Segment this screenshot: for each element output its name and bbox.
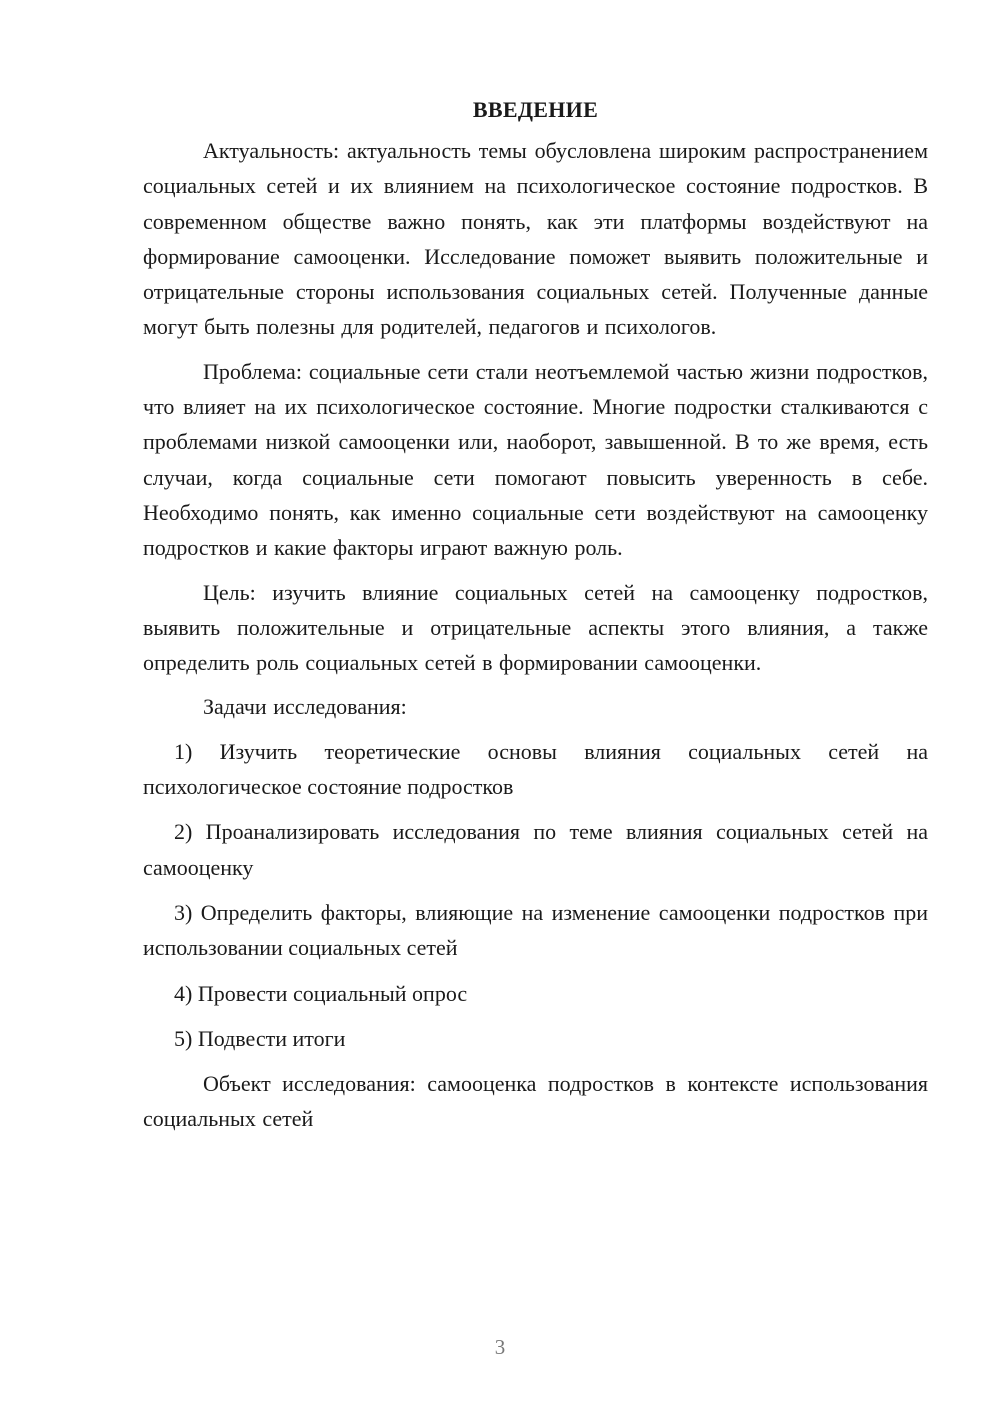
- page-content: [143, 92, 928, 1146]
- relevance-paragraph: Актуальность: актуальность темы обусловлена широким распространением социальных сетей и их влиянием на психологическое состояние подростков. В современном обществе важно понять, как эти платформы воздействуют на формирование самооценки. Исследование поможет выявить положительные и отрицательные стороны использования социальных сетей. Полученные данные могут быть полезны для родителей, педагогов и психологов.: [143, 138, 928, 340]
- task-item-5: 5) Подвести итоги: [174, 1025, 346, 1051]
- page-number: 3: [494, 1335, 506, 1359]
- page-title: ВВЕДЕНИЕ: [472, 97, 599, 122]
- goal-paragraph: Цель: изучить влияние социальных сетей на самооценку подростков, выявить положительные и отрицательные аспекты этого влияния, а также определить роль социальных сетей в формировании самооценки.: [143, 579, 928, 676]
- tasks-list: [143, 734, 928, 1056]
- task-item-4: 4) Провести социальный опрос: [174, 980, 468, 1006]
- tasks-heading: Задачи исследования:: [203, 694, 407, 720]
- task-item-2: 2) Проанализировать исследования по теме влияния социальных сетей на самооценку: [143, 819, 928, 880]
- task-item-1: 1) Изучить теоретические основы влияния социальных сетей на психологическое состояние подростков: [143, 738, 928, 800]
- research-object-paragraph: Объект исследования: самооценка подростков в контексте использования социальных сетей: [143, 1071, 928, 1132]
- task-item-3: 3) Определить факторы, влияющие на изменение самооценки подростков при использовании социальных сетей: [143, 899, 928, 961]
- problem-paragraph: Проблема: социальные сети стали неотъемлемой частью жизни подростков, что влияет на их психологическое состояние. Многие подростки сталкиваются с проблемами низкой самооценки или, наоборот, завышенной. В то же время, есть случаи, когда социальные сети помогают повысить уверенность в себе. Необходимо понять, как именно социальные сети воздействуют на самооценку подростков и какие факторы играют важную роль.: [143, 358, 928, 561]
